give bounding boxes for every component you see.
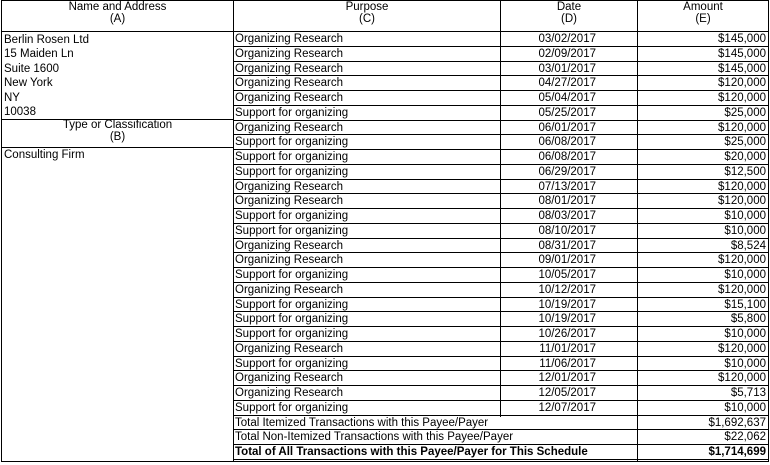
table-row (2, 91, 768, 106)
total-label: Total Non-Itemized Transactions with this Payee/Payer (235, 431, 514, 444)
table-row (2, 165, 768, 180)
header-type-code: (B) (109, 131, 126, 143)
purpose-cell: Support for organizing (235, 269, 349, 281)
amount-cell: $10,000 (724, 357, 766, 370)
header-date-code: (D) (561, 13, 577, 25)
amount-cell: $120,000 (718, 77, 766, 90)
date-cell: 11/01/2017 (539, 342, 596, 355)
header-name-address-title: Name and Address (68, 1, 167, 13)
payee-name: Berlin Rosen Ltd (4, 34, 90, 46)
purpose-cell: Organizing Research (235, 62, 344, 75)
date-cell: 08/10/2017 (538, 224, 596, 237)
amount-cell: $5,800 (730, 313, 766, 326)
header-type-title: Type or Classification (62, 119, 173, 131)
date-cell: 06/08/2017 (538, 151, 596, 163)
date-cell: 10/05/2017 (538, 269, 596, 281)
purpose-cell: Support for organizing (235, 224, 349, 237)
purpose-cell: Organizing Research (235, 387, 344, 399)
date-cell: 10/19/2017 (538, 313, 596, 326)
date-cell: 08/01/2017 (538, 195, 596, 208)
purpose-cell: Organizing Research (235, 239, 344, 252)
amount-cell: $120,000 (718, 342, 766, 355)
payee-zip: 10038 (4, 106, 36, 119)
purpose-cell: Organizing Research (235, 47, 344, 60)
date-cell: 02/09/2017 (538, 47, 596, 60)
table-row (2, 209, 768, 224)
amount-cell: $145,000 (718, 33, 766, 45)
date-cell: 12/05/2017 (538, 387, 596, 399)
totals-row (2, 430, 768, 445)
purpose-cell: Support for organizing (235, 357, 349, 370)
row-divider (233, 459, 768, 460)
payee-city: New York (4, 77, 53, 90)
amount-cell: $120,000 (718, 121, 766, 134)
payee-address-line2: Suite 1600 (4, 62, 59, 75)
table-row (2, 357, 768, 372)
table-row (2, 342, 768, 357)
date-cell: 06/08/2017 (538, 136, 596, 149)
total-label: Total Itemized Transactions with this Payee/Payer (235, 416, 489, 429)
purpose-cell: Support for organizing (235, 136, 349, 149)
amount-cell: $120,000 (718, 254, 766, 267)
date-cell: 06/29/2017 (538, 165, 596, 178)
amount-cell: $145,000 (718, 62, 766, 75)
payee-schedule-table (1, 0, 769, 462)
transaction-rows (2, 32, 768, 460)
table-row (2, 106, 768, 121)
amount-cell: $145,000 (718, 47, 766, 60)
total-label: Total of All Transactions with this Payee/Payer for This Schedule (235, 446, 588, 458)
table-row (2, 62, 768, 77)
table-row (2, 327, 768, 342)
header-amount (638, 1, 768, 31)
table-row (2, 180, 768, 195)
table-row (2, 401, 768, 416)
purpose-cell: Organizing Research (235, 283, 344, 296)
purpose-cell: Support for organizing (235, 151, 349, 163)
date-cell: 08/03/2017 (538, 210, 596, 222)
total-amount: $1,714,699 (708, 446, 766, 458)
amount-cell: $120,000 (718, 180, 766, 193)
amount-cell: $120,000 (718, 372, 766, 385)
purpose-cell: Organizing Research (235, 342, 344, 355)
amount-cell: $10,000 (724, 328, 766, 340)
date-cell: 05/25/2017 (538, 106, 596, 119)
date-cell: 12/07/2017 (538, 401, 596, 414)
date-cell: 03/02/2017 (538, 33, 596, 45)
amount-cell: $15,100 (724, 298, 766, 311)
table-row (2, 194, 768, 209)
amount-cell: $10,000 (724, 210, 766, 222)
header-date-title: Date (556, 1, 582, 13)
payee-address-line1: 15 Maiden Ln (4, 48, 74, 61)
table-row (2, 253, 768, 268)
purpose-cell: Organizing Research (235, 372, 344, 385)
header-purpose-title: Purpose (345, 1, 389, 13)
purpose-cell: Organizing Research (235, 121, 344, 134)
amount-cell: $25,000 (724, 106, 766, 119)
total-amount: $1,692,637 (708, 416, 766, 429)
date-cell: 09/01/2017 (538, 254, 596, 267)
date-cell: 11/06/2017 (539, 357, 596, 370)
table-row (2, 224, 768, 239)
totals-row (2, 445, 768, 460)
table-row (2, 121, 768, 136)
table-row (2, 312, 768, 327)
header-name-address (2, 1, 233, 31)
amount-cell: $20,000 (724, 151, 766, 163)
date-cell: 05/04/2017 (538, 92, 596, 104)
amount-cell: $10,000 (724, 224, 766, 237)
table-row (2, 283, 768, 298)
date-cell: 10/12/2017 (538, 283, 596, 296)
table-row (2, 76, 768, 91)
date-cell: 03/01/2017 (538, 62, 596, 75)
date-cell: 07/13/2017 (538, 180, 596, 193)
header-date (501, 1, 637, 31)
table-row (2, 135, 768, 150)
purpose-cell: Support for organizing (235, 298, 349, 311)
table-row (2, 150, 768, 165)
purpose-cell: Support for organizing (235, 106, 349, 119)
purpose-cell: Support for organizing (235, 328, 349, 340)
payee-type: Consulting Firm (4, 149, 85, 161)
purpose-cell: Support for organizing (235, 401, 349, 414)
header-purpose (234, 1, 500, 31)
total-amount: $22,062 (724, 431, 766, 444)
date-cell: 10/19/2017 (538, 298, 596, 311)
header-amount-title: Amount (683, 1, 723, 13)
table-row (2, 47, 768, 62)
purpose-cell: Organizing Research (235, 33, 344, 45)
purpose-cell: Organizing Research (235, 77, 344, 90)
table-row (2, 386, 768, 401)
amount-cell: $120,000 (718, 92, 766, 104)
purpose-cell: Organizing Research (235, 92, 344, 104)
table-row (2, 32, 768, 47)
table-row (2, 268, 768, 283)
header-amount-code: (E) (695, 13, 711, 25)
amount-cell: $120,000 (718, 283, 766, 296)
amount-cell: $10,000 (724, 269, 766, 281)
date-cell: 04/27/2017 (538, 77, 596, 90)
purpose-cell: Organizing Research (235, 195, 344, 208)
totals-row (2, 416, 768, 431)
header-name-address-code: (A) (109, 13, 126, 25)
purpose-cell: Support for organizing (235, 165, 349, 178)
payee-state: NY (4, 91, 20, 104)
date-cell: 10/26/2017 (538, 328, 596, 340)
amount-cell: $12,500 (724, 165, 766, 178)
table-row (2, 298, 768, 313)
purpose-cell: Support for organizing (235, 313, 349, 326)
amount-cell: $5,713 (730, 387, 766, 399)
date-cell: 12/01/2017 (538, 372, 596, 385)
amount-cell: $25,000 (724, 136, 766, 149)
amount-cell: $120,000 (718, 195, 766, 208)
header-purpose-code: (C) (359, 13, 375, 25)
date-cell: 08/31/2017 (538, 239, 596, 252)
amount-cell: $10,000 (724, 401, 766, 414)
table-row (2, 239, 768, 254)
amount-cell: $8,524 (730, 239, 766, 252)
purpose-cell: Support for organizing (235, 210, 349, 222)
date-cell: 06/01/2017 (538, 121, 596, 134)
purpose-cell: Organizing Research (235, 180, 344, 193)
table-row (2, 371, 768, 386)
purpose-cell: Organizing Research (235, 254, 344, 267)
